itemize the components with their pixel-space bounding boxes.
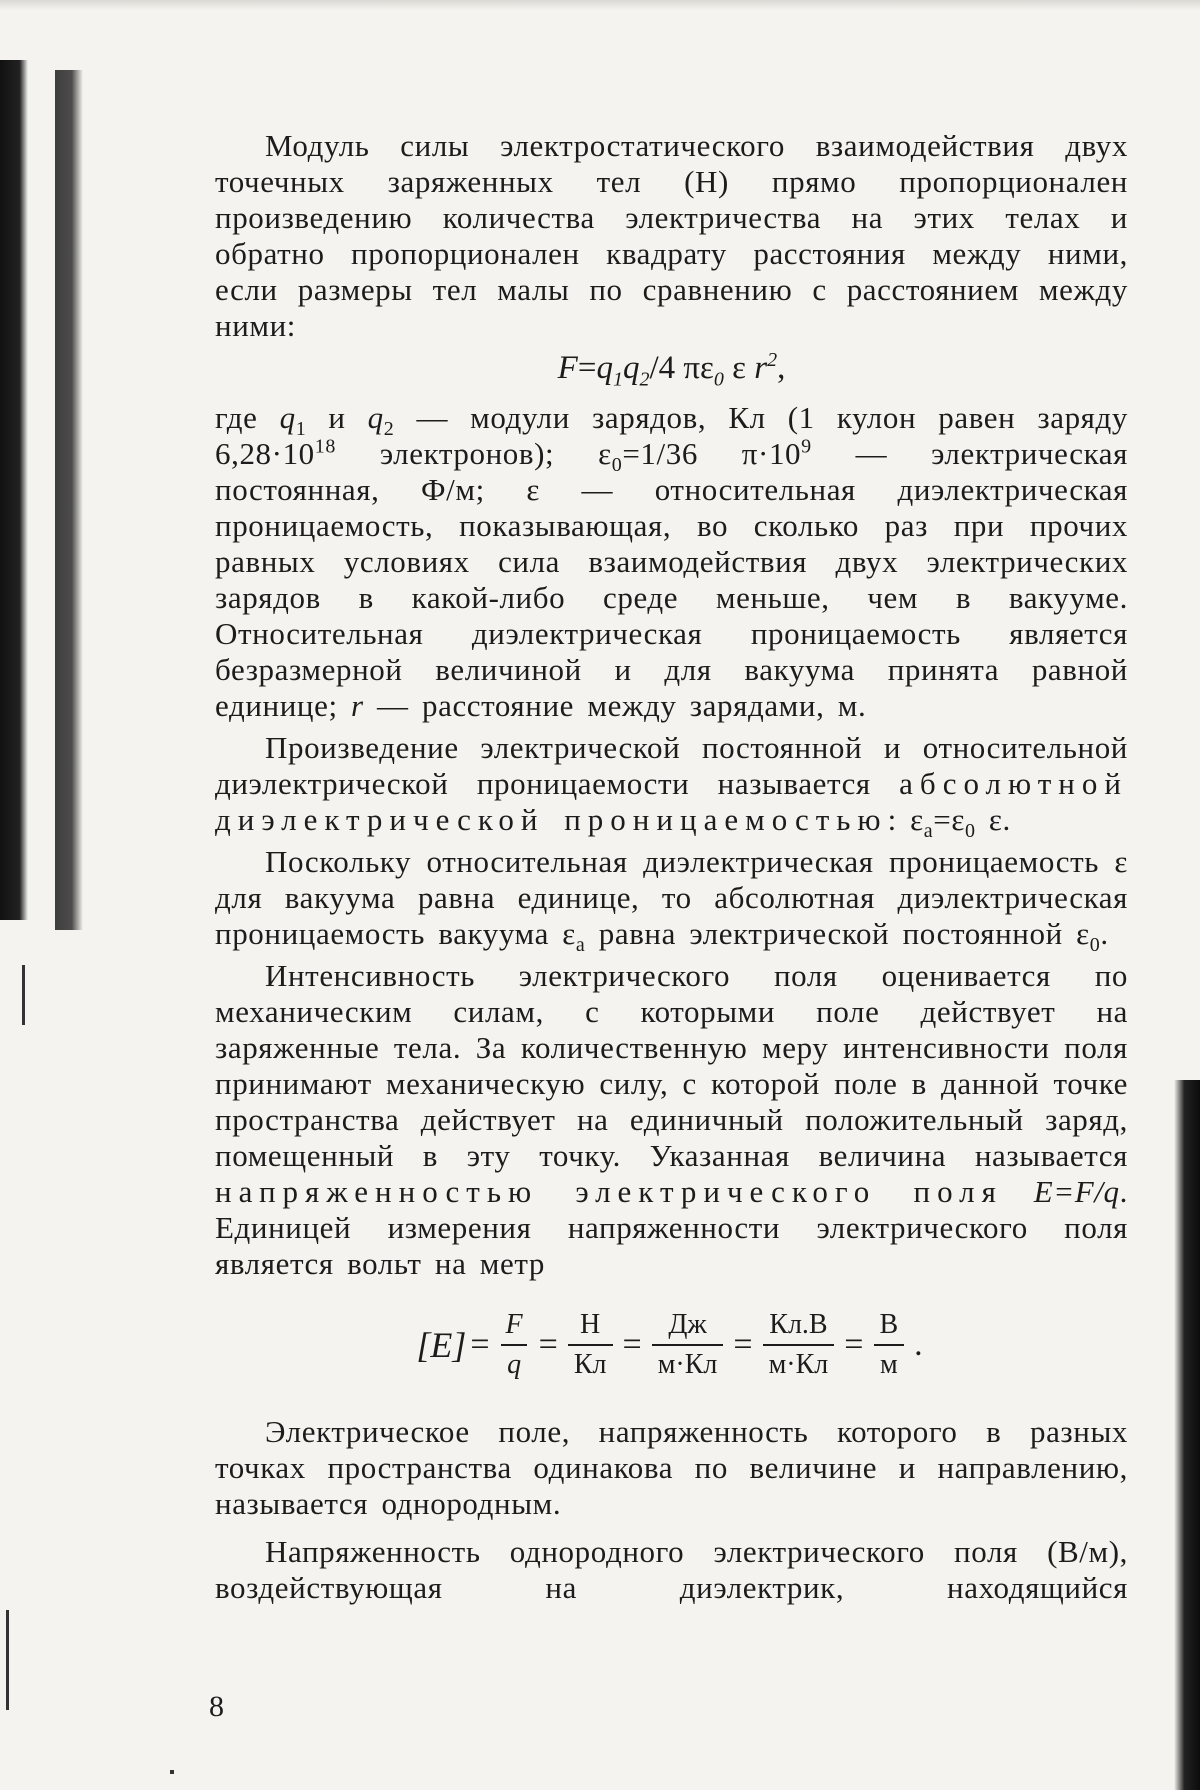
denominator: q	[501, 1344, 527, 1380]
page-shadow-top	[0, 0, 1200, 10]
symbol-q1: q	[279, 400, 296, 435]
paragraph-field-intensity	[215, 958, 1128, 1282]
subscript: 0	[611, 454, 623, 477]
text: и	[306, 400, 368, 435]
text: Поскольку относительная диэлектрическая проницаемость ε для вакуума равна единице, то абсолютная диэлектрическая проницаемость вакуума ε	[215, 844, 1128, 951]
paragraph-uniform-intensity	[215, 1534, 1128, 1606]
text: ε.	[975, 802, 1011, 837]
text: Произведение электрической постоянной и относительной диэлектрической проницаемости называется	[215, 730, 1128, 801]
formula-equals: =	[622, 1326, 642, 1363]
subscript: 0	[1089, 934, 1101, 957]
paragraph-text: Модуль силы электростатического взаимодействия двух точечных заряженных тел (Н) прямо пропорционален произведению количества электричества на этих телах и обратно пропорционален квадрату расстояния между ними, если размеры тел малы по сравнению с расстоянием между ними:	[215, 128, 1128, 343]
term-field-intensity: напряженностью электрического поля	[215, 1174, 1003, 1209]
text: где	[215, 400, 280, 435]
fraction-F-q	[500, 1310, 529, 1380]
formula-comma: ,	[777, 350, 786, 386]
text: — электрическая постоянная, Ф/м; ε — относительная диэлектрическая проницаемость, показывающая, во сколько раз при прочих равных условиях сила взаимодействия двух электрических зарядов в какой-либо среде меньше, чем в вакууме. Относительная диэлектрическая проницаемость является безразмерной величиной и для вакуума принята равной единице;	[215, 436, 1128, 723]
text: =ε	[933, 802, 965, 837]
text: — расстояние между зарядами, м.	[363, 688, 867, 723]
formula-sub0: 0	[713, 368, 724, 391]
formula-q1: q	[596, 350, 613, 386]
scan-speck	[22, 965, 25, 1025]
paragraph-vacuum-permittivity	[215, 844, 1128, 957]
text: — модули зарядов, Кл (1 кулон равен заряду 6,28·10	[215, 400, 1129, 471]
scan-speck	[170, 1770, 174, 1774]
fraction-N-Cl	[568, 1310, 613, 1380]
numerator: Кл.В	[769, 1309, 828, 1340]
denominator: м·Кл	[763, 1344, 835, 1380]
formula-E-bracket: [E]	[416, 1325, 467, 1365]
subscript: 0	[964, 820, 976, 843]
superscript: 9	[801, 435, 812, 458]
formula-force: F	[557, 350, 578, 386]
formula-sub1: 1	[612, 368, 623, 391]
subscript: a	[575, 934, 586, 957]
fraction-V-m	[873, 1310, 904, 1380]
scan-edge-shadow	[1174, 1080, 1200, 1790]
fraction-ClV-mCl	[763, 1310, 835, 1380]
paragraph-definitions	[215, 400, 1128, 724]
formula-sub2: 2	[639, 368, 650, 391]
formula-equals: =	[577, 350, 597, 386]
numerator: Дж	[668, 1309, 707, 1340]
text: : ε	[887, 802, 924, 837]
numerator: F	[505, 1309, 523, 1340]
formula-square: 2	[767, 349, 778, 371]
paragraph-coulomb-law	[215, 128, 1128, 344]
numerator: Н	[580, 1309, 601, 1340]
denominator: Кл	[568, 1344, 613, 1380]
subscript: 2	[383, 418, 395, 441]
formula-q2: q	[622, 350, 640, 386]
text: =1/36 π·10	[622, 436, 802, 471]
page-body	[215, 128, 1128, 1606]
subscript: a	[923, 820, 934, 843]
formula-equals: =	[470, 1326, 490, 1363]
formula-inline-E: E=F/q	[1033, 1174, 1120, 1209]
text: электронов); ε	[335, 436, 612, 471]
paragraph-text: Напряженность однородного электрического поля (В/м), воздействующая на диэлектрик, находящийся	[215, 1534, 1128, 1605]
paragraph-uniform-field	[215, 1414, 1128, 1522]
formula-equals: =	[733, 1326, 753, 1363]
text: . Единицей измерения напряженности электрического поля является вольт на метр	[215, 1174, 1128, 1281]
denominator: м	[874, 1344, 904, 1380]
formula-units	[215, 1302, 1128, 1388]
text: .	[1100, 916, 1109, 951]
superscript: 18	[314, 435, 336, 458]
formula-equals: =	[538, 1326, 558, 1363]
paragraph-text: Электрическое поле, напряженность которого в разных точках пространства одинакова по величине и направлению, называется однородным.	[215, 1414, 1128, 1521]
numerator: В	[879, 1309, 899, 1340]
symbol-q2: q	[367, 400, 384, 435]
text: Интенсивность электрического поля оценивается по механическим силам, с которыми поле действует на заряженные тела. За количественную меру интенсивности поля принимают механическую силу, с которой поле в данной точке пространства действует на единичный положительный заряд, помещенный в эту точку. Указанная величина называется	[215, 958, 1128, 1173]
formula-denominator: /4 πε	[649, 350, 714, 386]
term-absolute-permittivity: абсолютной диэлектрической проницаемостью	[215, 766, 1128, 837]
symbol-r: r	[351, 688, 364, 723]
scan-binding-shadow-inner	[55, 70, 83, 930]
formula-epsilon: ε	[723, 350, 755, 386]
subscript: 1	[295, 418, 307, 441]
scan-speck	[6, 1610, 9, 1710]
text: равна электрической постоянной ε	[585, 916, 1090, 951]
formula-period: .	[914, 1326, 923, 1363]
formula-coulomb	[215, 348, 1128, 391]
denominator: м·Кл	[652, 1344, 724, 1380]
fraction-J-mCl	[652, 1310, 724, 1380]
paragraph-absolute-permittivity	[215, 730, 1128, 843]
scan-binding-shadow	[0, 60, 28, 920]
page-number: 8	[209, 1690, 224, 1723]
formula-r: r	[754, 350, 768, 386]
formula-equals: =	[844, 1326, 864, 1363]
